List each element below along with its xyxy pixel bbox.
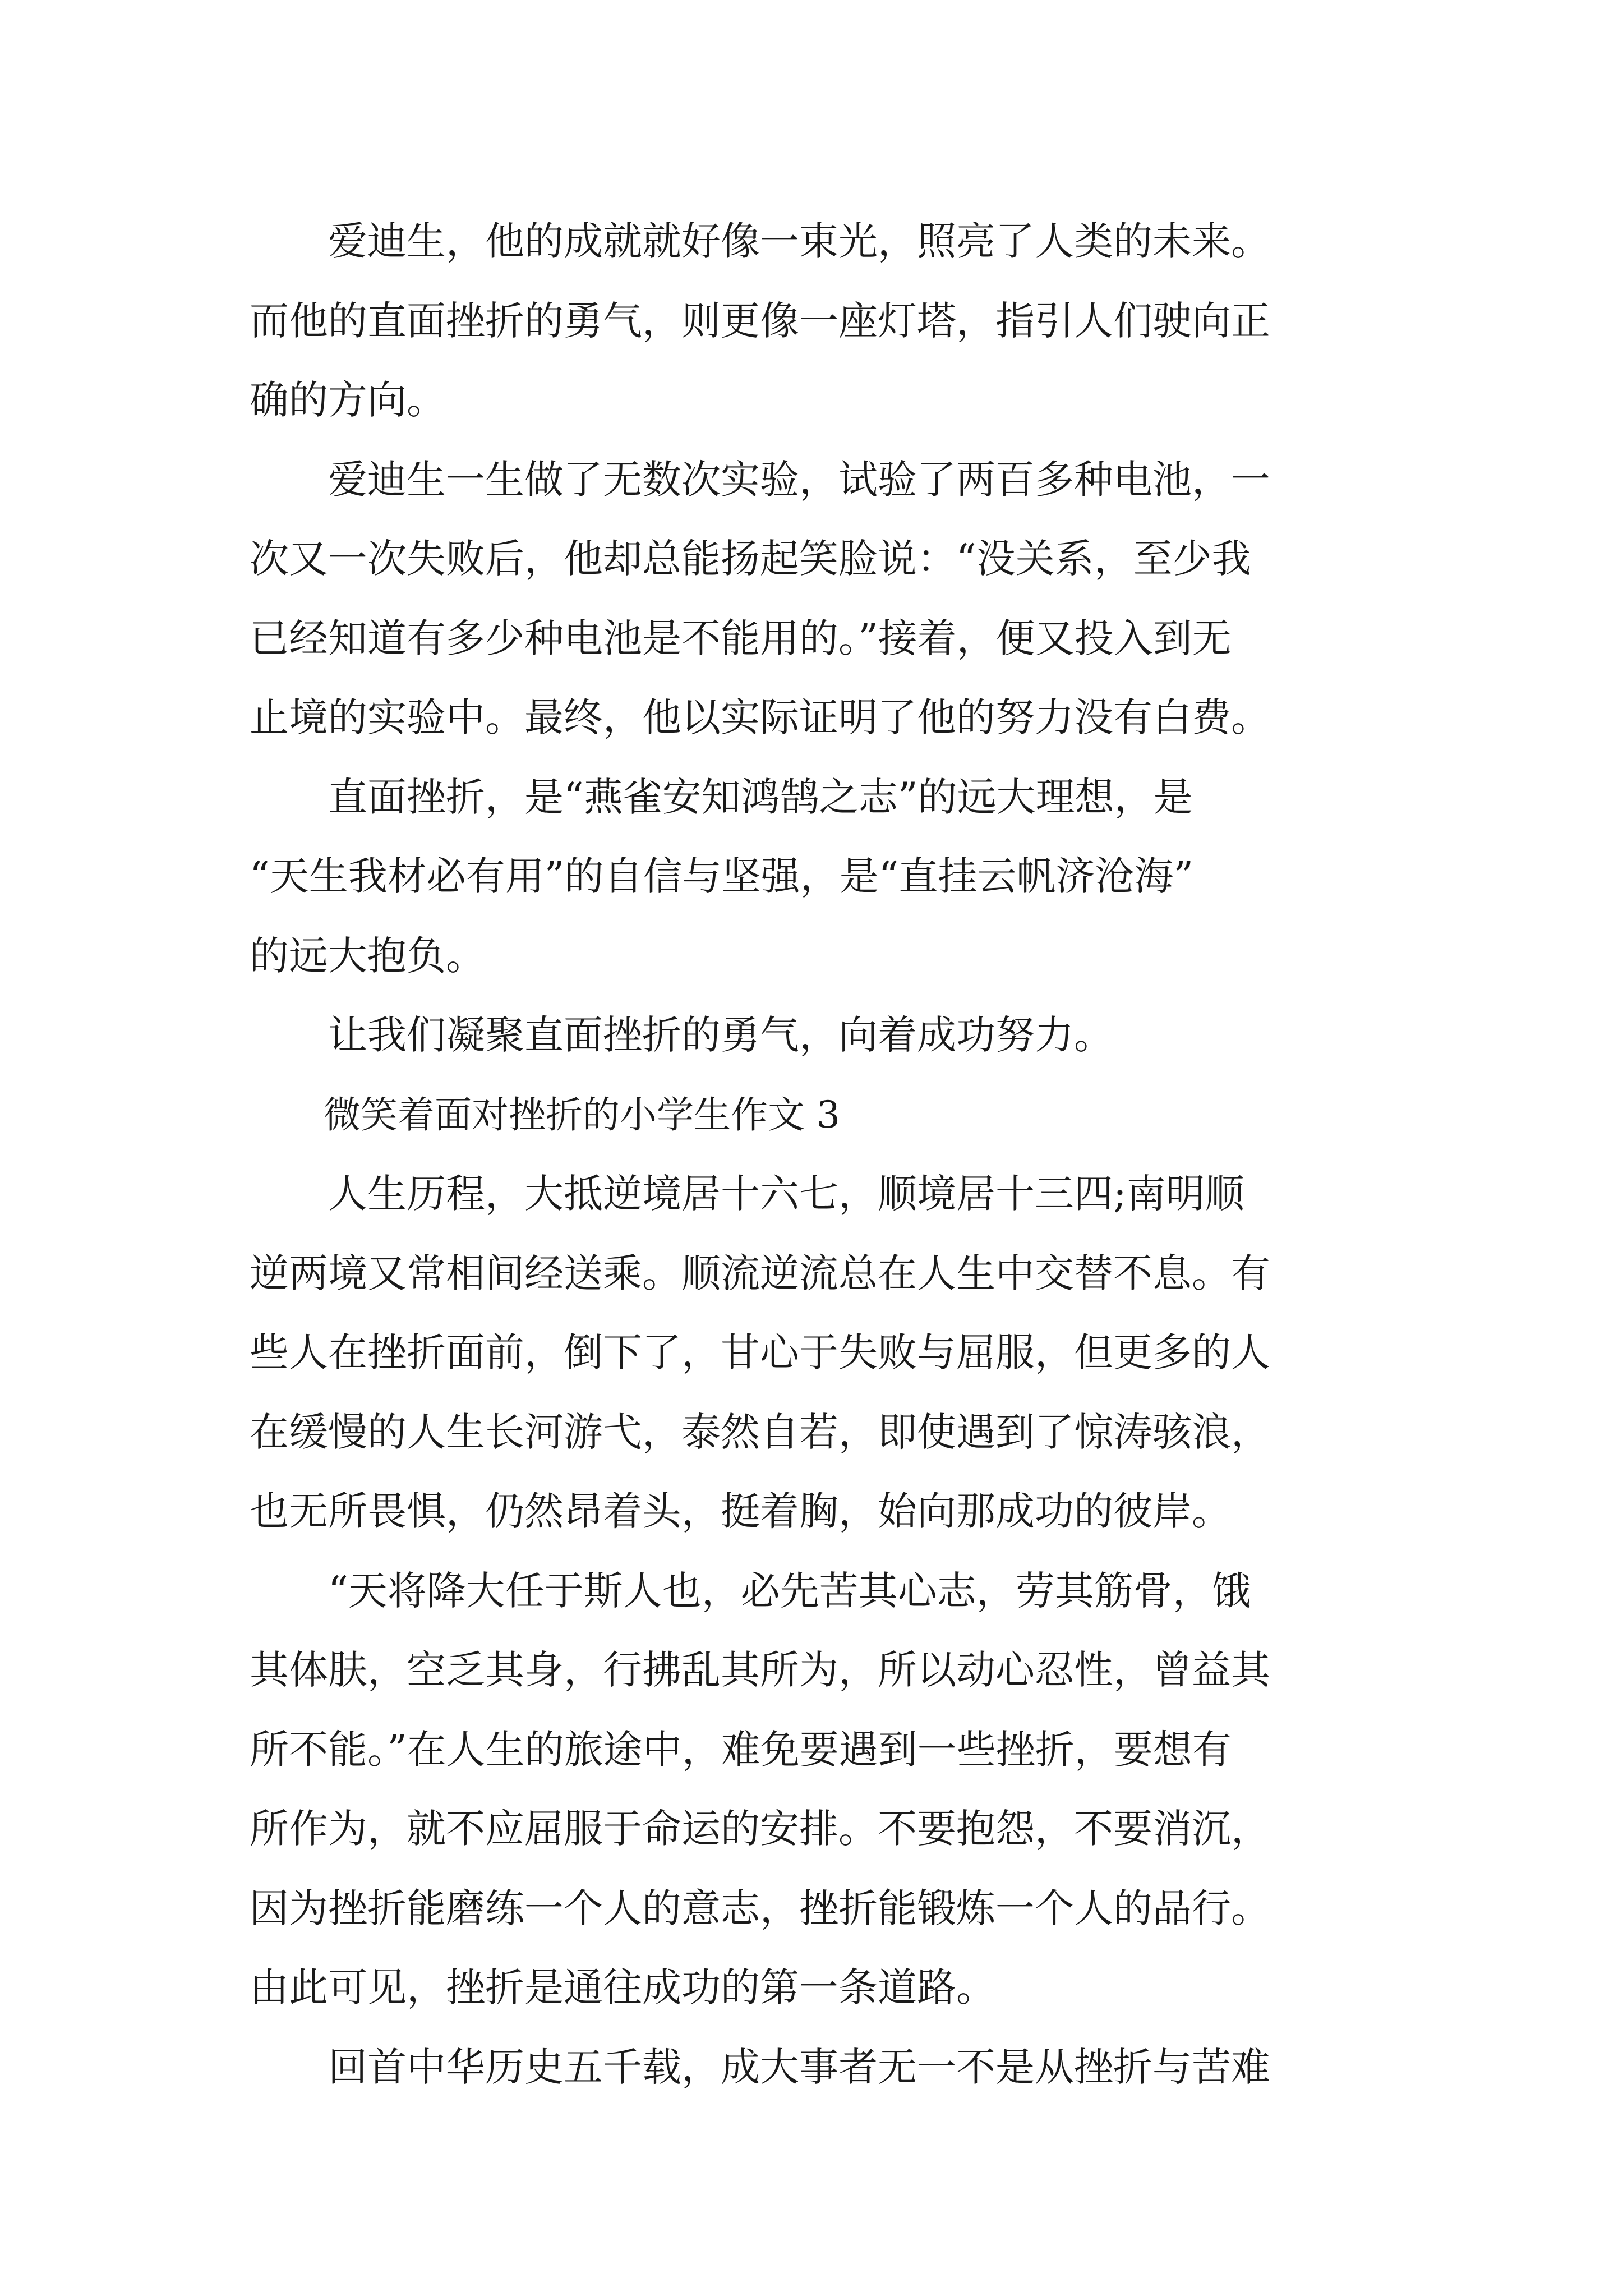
text-line: 所不能。”在人生的旅途中，难免要遇到一些挫折，要想有 [250,1726,1232,1773]
text-line: 在缓慢的人生长河游弋，泰然自若，即使遇到了惊涛骇浪， [250,1409,1270,1455]
text-line: 因为挫折能磨练一个人的意志，挫折能锻炼一个人的品行。 [250,1885,1270,1931]
text-line: “天将降大任于斯人也，必先苦其心志，劳其筋骨，饿 [250,1567,1251,1614]
text-line: 的远大抱负。 [250,932,485,979]
text-line: 让我们凝聚直面挫折的勇气，向着成功努力。 [250,1012,1113,1058]
text-line: 而他的直面挫折的勇气，则更像一座灯塔，指引人们驶向正 [250,297,1270,344]
text-line: 也无所畏惧，仍然昂着头，挺着胸，始向那成功的彼岸。 [250,1488,1231,1534]
document-body [250,202,1388,2107]
text-line: 爱迪生一生做了无数次实验，试验了两百多种电池，一 [250,456,1270,503]
section-heading: 微笑着面对挫折的小学生作文 3 [250,1093,840,1137]
text-line: 止境的实验中。最终，他以实际证明了他的努力没有白费。 [250,694,1270,740]
text-line: 次又一次失败后，他却总能扬起笑脸说：“没关系，至少我 [250,536,1251,582]
text-line: 由此可见，挫折是通往成功的第一条道路。 [250,1964,995,2010]
text-line: 已经知道有多少种电池是不能用的。”接着，便又投入到无 [250,615,1232,661]
text-line: 其体肤，空乏其身，行拂乱其所为，所以动心忍性，曾益其 [250,1647,1270,1693]
text-line: 直面挫折，是“燕雀安知鸿鹄之志”的远大理想，是 [250,774,1193,820]
text-line: 所作为，就不应屈服于命运的安排。不要抱怨，不要消沉， [250,1806,1270,1852]
text-line: 些人在挫折面前，倒下了，甘心于失败与屈服，但更多的人 [250,1329,1270,1375]
text-line: 逆两境又常相间经送乘。顺流逆流总在人生中交替不息。有 [250,1250,1270,1296]
text-line: “天生我材必有用”的自信与坚强，是“直挂云帆济沧海” [250,853,1194,899]
text-line: 人生历程，大抵逆境居十六七，顺境居十三四;南明顺 [250,1171,1244,1217]
text-line: 确的方向。 [250,377,446,423]
text-line: 回首中华历史五千载，成大事者无一不是从挫折与苦难 [250,2044,1270,2090]
text-line: 爱迪生，他的成就就好像一束光，照亮了人类的未来。 [250,218,1270,264]
